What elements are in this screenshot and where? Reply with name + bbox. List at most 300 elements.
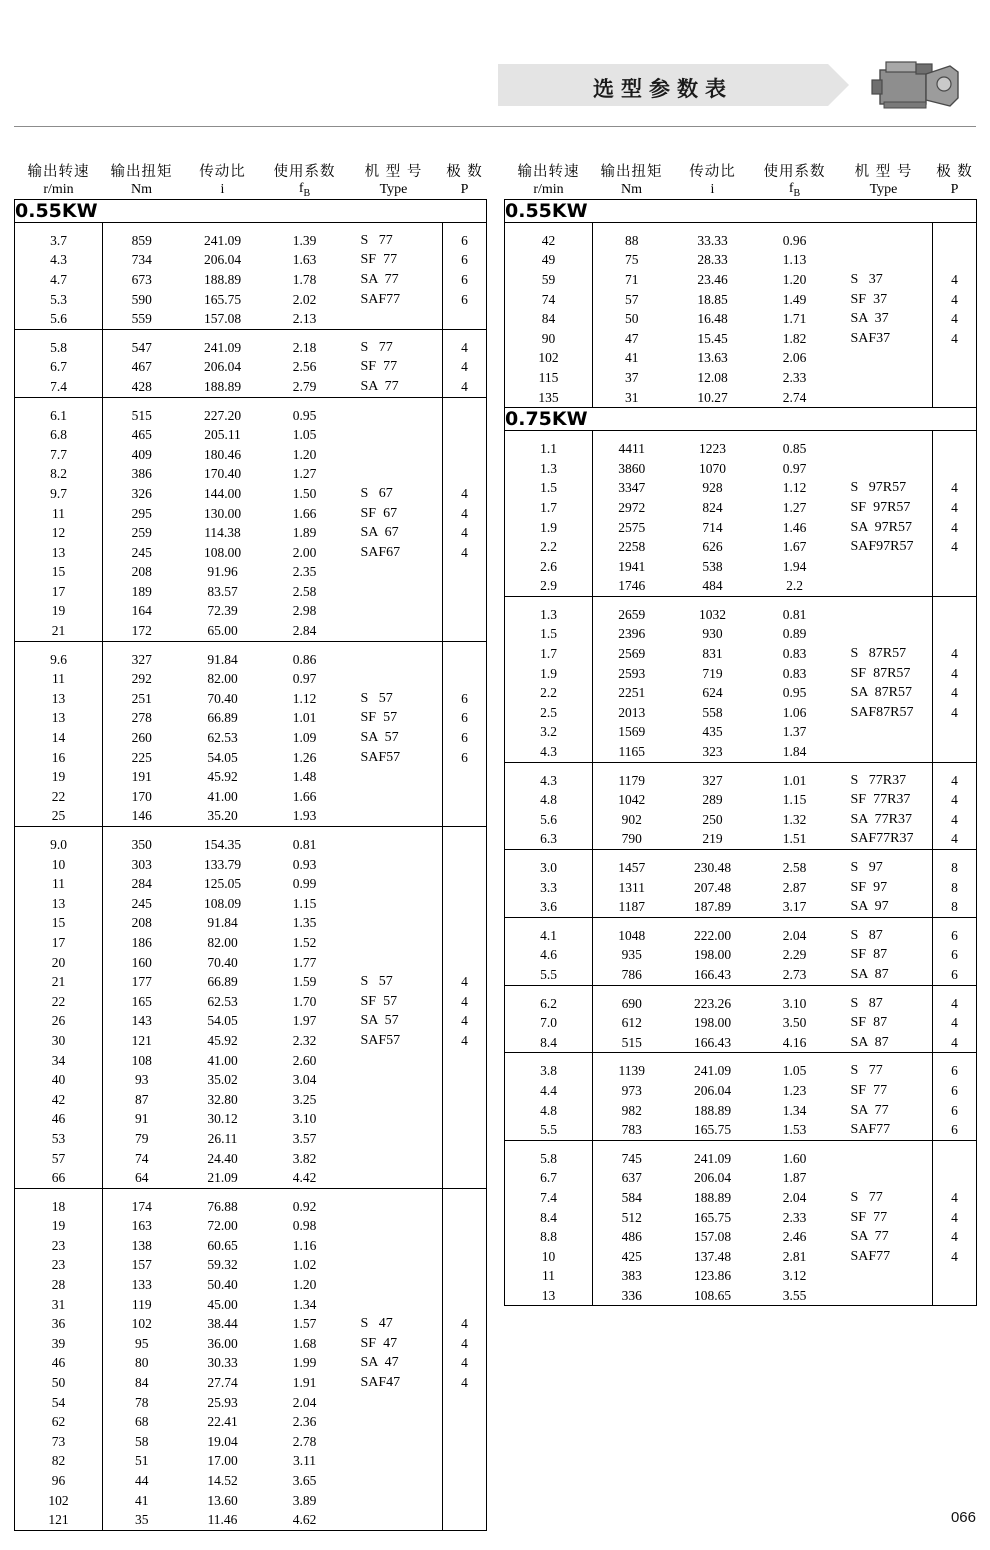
cell-output-speed: 4.3 xyxy=(505,742,593,762)
cell-poles xyxy=(443,669,487,689)
table-row xyxy=(15,231,487,251)
cell-service-factor: 1.35 xyxy=(292,915,317,931)
cell-output-speed: 4.8 xyxy=(505,1101,593,1121)
cell-ratio: 59.32 xyxy=(207,1257,238,1273)
cell-output-torque: 465 xyxy=(131,427,152,443)
power-rating-row xyxy=(505,408,977,431)
cell-poles: 4 xyxy=(933,1188,977,1208)
cell-poles: 6 xyxy=(933,1120,977,1140)
cell-output-speed: 7.0 xyxy=(505,1013,593,1033)
cell-ratio: 22.41 xyxy=(207,1414,238,1430)
cell-poles: 8 xyxy=(933,878,977,898)
cell-ratio: 538 xyxy=(702,558,723,574)
cell-ratio: 188.89 xyxy=(693,1189,732,1205)
table-row xyxy=(505,250,977,270)
table-row xyxy=(505,605,977,625)
cell-poles xyxy=(443,1393,487,1413)
cell-output-torque: 208 xyxy=(131,915,152,931)
cell-poles xyxy=(443,1236,487,1256)
cell-poles xyxy=(933,348,977,368)
table-row xyxy=(505,897,977,917)
cell-output-speed: 50 xyxy=(15,1373,103,1393)
cell-ratio: 824 xyxy=(702,499,723,515)
cell-output-speed: 25 xyxy=(15,806,103,826)
cell-output-speed: 54 xyxy=(15,1393,103,1413)
table-row xyxy=(15,1011,487,1031)
cell-ratio: 558 xyxy=(702,704,723,720)
cell-service-factor: 2.04 xyxy=(292,1394,317,1410)
table-row xyxy=(15,874,487,894)
cell-model-type xyxy=(345,445,443,465)
cell-model-type xyxy=(345,1412,443,1432)
cell-ratio: 66.89 xyxy=(207,974,238,990)
spec-table xyxy=(504,160,977,1306)
table-row xyxy=(505,664,977,684)
cell-output-speed: 115 xyxy=(505,368,593,388)
cell-service-factor: 1.97 xyxy=(292,1013,317,1029)
cell-poles xyxy=(443,650,487,670)
column-header: 输出扭矩 xyxy=(600,164,663,180)
table-row xyxy=(505,439,977,459)
column-unit: $f_B$ xyxy=(788,181,801,199)
cell-model-type: SA 87R57 xyxy=(850,685,912,701)
cell-model-type: SF 77 xyxy=(360,359,398,375)
cell-output-speed: 23 xyxy=(15,1255,103,1275)
cell-output-torque: 245 xyxy=(131,895,152,911)
cell-service-factor: 3.12 xyxy=(782,1268,807,1284)
cell-model-type: S 77 xyxy=(850,1063,883,1079)
cell-ratio: 166.43 xyxy=(671,1033,755,1053)
cell-output-torque: 170 xyxy=(131,788,152,804)
cell-poles: 4 xyxy=(933,664,977,684)
cell-poles: 4 xyxy=(933,290,977,310)
cell-poles xyxy=(933,1266,977,1286)
cell-model-type xyxy=(345,835,443,855)
cell-service-factor: 2.78 xyxy=(292,1433,317,1449)
cell-ratio: 241.09 xyxy=(693,1150,732,1166)
table-row xyxy=(15,1393,487,1413)
cell-poles xyxy=(443,1197,487,1217)
table-row xyxy=(15,708,487,728)
column-unit: $f_B$ xyxy=(298,181,311,199)
table-row xyxy=(15,953,487,973)
cell-service-factor: 2.00 xyxy=(292,544,317,560)
table-unit-row xyxy=(505,181,977,199)
cell-output-speed: 5.5 xyxy=(505,965,593,985)
cell-model-type: SF 77 xyxy=(360,252,398,268)
cell-output-speed: 96 xyxy=(15,1471,103,1491)
cell-service-factor: 3.25 xyxy=(292,1091,317,1107)
cell-service-factor: 3.89 xyxy=(292,1492,317,1508)
cell-output-torque: 327 xyxy=(131,651,152,667)
cell-output-torque: 859 xyxy=(131,232,152,248)
cell-model-type: S 37 xyxy=(850,271,883,287)
table-row xyxy=(15,621,487,641)
cell-output-speed: 12 xyxy=(15,523,103,543)
cell-ratio: 170.40 xyxy=(203,466,242,482)
cell-model-type xyxy=(345,1295,443,1315)
table-row xyxy=(15,689,487,709)
cell-model-type: SA 47 xyxy=(360,1355,399,1371)
cell-service-factor: 2.33 xyxy=(782,369,807,385)
cell-output-speed: 62 xyxy=(15,1412,103,1432)
cell-model-type xyxy=(345,1393,443,1413)
cell-service-factor: 1.78 xyxy=(292,271,317,287)
cell-output-speed: 6.8 xyxy=(15,425,103,445)
cell-output-speed: 16 xyxy=(15,748,103,768)
cell-output-speed: 15 xyxy=(15,913,103,933)
cell-ratio: 108.65 xyxy=(671,1286,755,1306)
cell-model-type xyxy=(345,1109,443,1129)
cell-output-speed: 1.5 xyxy=(505,478,593,498)
cell-poles: 6 xyxy=(933,926,977,946)
cell-ratio: 108.09 xyxy=(203,895,242,911)
cell-ratio: 65.00 xyxy=(181,621,265,641)
cell-ratio: 144.00 xyxy=(203,485,242,501)
cell-service-factor: 1.60 xyxy=(782,1150,807,1166)
cell-output-speed: 1.5 xyxy=(505,624,593,644)
cell-model-type: SF 57 xyxy=(360,993,398,1009)
cell-model-type xyxy=(345,787,443,807)
cell-poles: 4 xyxy=(933,771,977,791)
column-unit: r/min xyxy=(533,181,564,197)
cell-ratio: 21.09 xyxy=(181,1168,265,1188)
cell-ratio: 624 xyxy=(702,685,723,701)
table-row xyxy=(15,601,487,621)
cell-output-speed: 19 xyxy=(15,601,103,621)
cell-model-type: SF 87 xyxy=(850,947,888,963)
cell-output-speed: 14 xyxy=(15,728,103,748)
page-header xyxy=(0,0,990,128)
cell-service-factor: 1.05 xyxy=(782,1063,807,1079)
cell-poles: 4 xyxy=(933,829,977,849)
cell-output-speed: 13 xyxy=(15,543,103,563)
table-row xyxy=(505,1168,977,1188)
cell-ratio: 1223 xyxy=(699,441,726,457)
column-unit: Type xyxy=(379,181,408,197)
cell-poles: 4 xyxy=(443,1334,487,1354)
cell-output-torque: 208 xyxy=(131,564,152,580)
table-row xyxy=(15,894,487,914)
cell-output-torque: 41 xyxy=(625,350,639,366)
cell-ratio: 45.92 xyxy=(207,1032,238,1048)
cell-output-speed: 13 xyxy=(505,1286,593,1306)
table-row xyxy=(505,644,977,664)
cell-service-factor: 1.23 xyxy=(782,1082,807,1098)
cell-model-type xyxy=(345,1216,443,1236)
cell-service-factor: 1.05 xyxy=(292,427,317,443)
cell-ratio: 206.04 xyxy=(693,1082,732,1098)
cell-service-factor: 0.99 xyxy=(292,876,317,892)
cell-output-speed: 66 xyxy=(15,1168,103,1188)
column-header: 传动比 xyxy=(199,164,246,180)
cell-ratio: 206.04 xyxy=(203,252,242,268)
cell-output-speed: 1.7 xyxy=(505,498,593,518)
cell-ratio: 17.00 xyxy=(207,1453,238,1469)
table-row xyxy=(505,1266,977,1286)
cell-service-factor: 2.84 xyxy=(265,621,345,641)
cell-poles: 4 xyxy=(933,810,977,830)
cell-output-torque: 783 xyxy=(593,1120,671,1140)
cell-output-speed: 59 xyxy=(505,270,593,290)
cell-ratio: 62.53 xyxy=(207,730,238,746)
cell-output-speed: 53 xyxy=(15,1129,103,1149)
cell-model-type xyxy=(345,1090,443,1110)
cell-output-torque: 547 xyxy=(131,339,152,355)
cell-output-speed: 5.6 xyxy=(505,810,593,830)
cell-model-type xyxy=(835,1168,933,1188)
cell-poles: 4 xyxy=(443,377,487,397)
cell-model-type xyxy=(835,1149,933,1169)
cell-output-torque: 260 xyxy=(131,730,152,746)
cell-ratio: 137.48 xyxy=(693,1248,732,1264)
column-header: 输出转速 xyxy=(517,164,580,180)
cell-service-factor: 0.95 xyxy=(292,407,317,423)
table-row xyxy=(505,1081,977,1101)
cell-ratio: 32.80 xyxy=(207,1091,238,1107)
cell-model-type xyxy=(345,601,443,621)
cell-model-type: SAF47 xyxy=(360,1375,401,1391)
cell-model-type: SA 87 xyxy=(835,965,933,985)
cell-output-torque: 119 xyxy=(131,1296,152,1312)
table-row xyxy=(15,523,487,543)
cell-model-type xyxy=(835,439,933,459)
cell-model-type xyxy=(345,874,443,894)
table-row xyxy=(505,1149,977,1169)
cell-output-speed: 102 xyxy=(15,1491,103,1511)
cell-ratio: 23.46 xyxy=(697,271,728,287)
table-row xyxy=(15,290,487,310)
cell-ratio: 1070 xyxy=(699,460,726,476)
cell-poles xyxy=(443,582,487,602)
cell-output-speed: 31 xyxy=(15,1295,103,1315)
cell-poles: 4 xyxy=(443,1011,487,1031)
cell-output-torque: 326 xyxy=(131,485,152,501)
cell-poles xyxy=(443,1168,487,1188)
cell-poles: 4 xyxy=(443,543,487,563)
cell-model-type xyxy=(835,742,933,762)
cell-service-factor: 1.27 xyxy=(782,499,807,515)
cell-output-torque: 165 xyxy=(131,993,152,1009)
cell-poles xyxy=(443,1412,487,1432)
table-row xyxy=(15,484,487,504)
cell-service-factor: 2.81 xyxy=(782,1248,807,1264)
cell-ratio: 30.33 xyxy=(207,1355,238,1371)
cell-output-torque: 50 xyxy=(625,311,639,327)
table-row xyxy=(505,722,977,742)
power-rating-row xyxy=(505,199,977,222)
cell-service-factor: 2.60 xyxy=(292,1052,317,1068)
cell-poles xyxy=(443,835,487,855)
cell-service-factor: 0.98 xyxy=(292,1218,317,1234)
cell-ratio: 91.84 xyxy=(207,651,238,667)
cell-poles xyxy=(443,621,487,641)
cell-poles: 6 xyxy=(443,748,487,768)
cell-service-factor: 1.59 xyxy=(292,974,317,990)
table-row xyxy=(505,926,977,946)
gearbox-icon xyxy=(866,58,962,114)
cell-model-type: SA 67 xyxy=(360,525,399,541)
cell-service-factor: 1.67 xyxy=(782,539,807,555)
cell-service-factor: 1.20 xyxy=(292,1277,317,1293)
cell-output-torque: 2659 xyxy=(618,606,646,622)
cell-poles xyxy=(443,1109,487,1129)
cell-output-torque: 1311 xyxy=(618,879,645,895)
cell-service-factor: 1.51 xyxy=(755,829,835,849)
cell-model-type xyxy=(345,1051,443,1071)
cell-service-factor: 2.13 xyxy=(265,309,345,329)
cell-ratio: 38.44 xyxy=(207,1316,238,1332)
cell-model-type: SF 77 xyxy=(850,1209,888,1225)
cell-output-torque: 186 xyxy=(131,934,152,950)
column-unit: Type xyxy=(869,181,898,197)
cell-model-type: S 47 xyxy=(360,1316,393,1332)
cell-output-torque: 75 xyxy=(625,252,639,268)
cell-ratio: 13.63 xyxy=(697,350,728,366)
cell-output-speed: 2.6 xyxy=(505,557,593,577)
header-divider xyxy=(14,126,976,127)
cell-model-type xyxy=(835,459,933,479)
cell-ratio: 33.33 xyxy=(697,232,728,248)
cell-model-type: SA 57 xyxy=(360,730,399,746)
cell-service-factor: 3.17 xyxy=(755,897,835,917)
section-banner xyxy=(498,64,828,106)
cell-output-speed: 21 xyxy=(15,972,103,992)
cell-output-torque: 1457 xyxy=(618,860,646,876)
cell-model-type xyxy=(835,557,933,577)
cell-service-factor: 2.06 xyxy=(782,350,807,366)
cell-model-type: SA 77 xyxy=(360,271,399,287)
cell-service-factor: 0.97 xyxy=(292,671,317,687)
cell-model-type: S 67 xyxy=(360,485,393,501)
table-row xyxy=(15,1051,487,1071)
cell-model-type: SF 47 xyxy=(360,1335,398,1351)
cell-output-speed: 4.4 xyxy=(505,1081,593,1101)
cell-ratio: 11.46 xyxy=(181,1510,265,1530)
cell-output-speed: 13 xyxy=(15,708,103,728)
cell-output-torque: 41 xyxy=(135,1492,149,1508)
cell-service-factor: 3.65 xyxy=(292,1473,317,1489)
cell-output-speed: 4.6 xyxy=(505,945,593,965)
column-unit: P xyxy=(950,181,959,197)
cell-service-factor: 1.13 xyxy=(782,252,807,268)
cell-output-torque: 174 xyxy=(131,1198,152,1214)
cell-output-torque: 31 xyxy=(593,388,671,408)
cell-service-factor: 1.89 xyxy=(292,525,317,541)
left-table-column xyxy=(14,160,486,1531)
table-row xyxy=(505,1061,977,1081)
group-spacer xyxy=(505,431,977,440)
cell-poles: 4 xyxy=(933,994,977,1014)
cell-output-torque: 138 xyxy=(131,1237,152,1253)
cell-service-factor: 1.87 xyxy=(782,1170,807,1186)
table-row xyxy=(15,1168,487,1188)
cell-output-speed: 73 xyxy=(15,1432,103,1452)
cell-output-speed: 42 xyxy=(505,231,593,251)
cell-poles: 4 xyxy=(933,790,977,810)
cell-ratio: 45.92 xyxy=(207,769,238,785)
cell-output-speed: 34 xyxy=(15,1051,103,1071)
cell-output-speed: 74 xyxy=(505,290,593,310)
cell-output-speed: 3.6 xyxy=(505,897,593,917)
cell-service-factor: 1.09 xyxy=(292,730,317,746)
cell-service-factor: 4.62 xyxy=(265,1510,345,1530)
table-row xyxy=(15,1197,487,1217)
cell-ratio: 45.00 xyxy=(207,1296,238,1312)
cell-output-torque: 57 xyxy=(625,291,639,307)
cell-poles: 4 xyxy=(443,972,487,992)
cell-ratio: 435 xyxy=(702,724,723,740)
cell-ratio: 15.45 xyxy=(697,330,728,346)
table-row xyxy=(15,835,487,855)
cell-model-type: SAF87R57 xyxy=(850,704,914,720)
cell-poles xyxy=(443,309,487,329)
cell-model-type: SAF67 xyxy=(360,544,401,560)
cell-ratio: 719 xyxy=(702,665,723,681)
cell-ratio: 82.00 xyxy=(207,934,238,950)
cell-output-torque: 87 xyxy=(135,1091,149,1107)
table-row xyxy=(15,992,487,1012)
table-unit-row xyxy=(15,181,487,199)
cell-output-torque: 295 xyxy=(131,505,152,521)
cell-output-torque: 486 xyxy=(621,1229,642,1245)
cell-output-torque: 786 xyxy=(593,965,671,985)
cell-model-type: SAF77 xyxy=(360,291,401,307)
cell-service-factor: 1.12 xyxy=(782,480,807,496)
table-row xyxy=(15,309,487,329)
table-row xyxy=(15,1353,487,1373)
cell-output-torque: 245 xyxy=(131,544,152,560)
cell-model-type xyxy=(345,464,443,484)
cell-service-factor: 0.83 xyxy=(782,665,807,681)
cell-output-torque: 973 xyxy=(621,1082,642,1098)
cell-output-speed: 9.0 xyxy=(15,835,103,855)
cell-output-torque: 35 xyxy=(103,1510,181,1530)
table-row xyxy=(15,1255,487,1275)
cell-model-type xyxy=(345,582,443,602)
table-row xyxy=(15,1314,487,1334)
cell-ratio: 180.46 xyxy=(203,446,242,462)
cell-service-factor: 2.46 xyxy=(782,1229,807,1245)
cell-model-type: SA 87 xyxy=(835,1033,933,1053)
cell-poles: 4 xyxy=(933,1208,977,1228)
cell-output-speed: 1.3 xyxy=(505,459,593,479)
table-row xyxy=(15,1149,487,1169)
table-row xyxy=(505,388,977,408)
cell-poles xyxy=(443,1451,487,1471)
group-spacer xyxy=(15,222,487,231)
cell-ratio: 130.00 xyxy=(203,505,242,521)
cell-output-speed: 17 xyxy=(15,582,103,602)
table-header-row xyxy=(15,160,487,181)
cell-ratio: 930 xyxy=(702,626,723,642)
column-header: 输出扭矩 xyxy=(110,164,173,180)
table-row xyxy=(15,1334,487,1354)
column-unit: r/min xyxy=(43,181,74,197)
cell-poles: 4 xyxy=(443,1314,487,1334)
banner-title: 选型参数表 xyxy=(593,77,733,101)
table-row xyxy=(505,1120,977,1140)
cell-service-factor: 1.66 xyxy=(292,788,317,804)
cell-ratio: 484 xyxy=(671,576,755,596)
cell-ratio: 241.09 xyxy=(203,339,242,355)
table-row xyxy=(505,478,977,498)
cell-output-torque: 225 xyxy=(131,749,152,765)
cell-poles xyxy=(443,874,487,894)
cell-output-torque: 163 xyxy=(131,1218,152,1234)
cell-ratio: 72.00 xyxy=(207,1218,238,1234)
cell-model-type: SF 87R57 xyxy=(850,665,911,681)
